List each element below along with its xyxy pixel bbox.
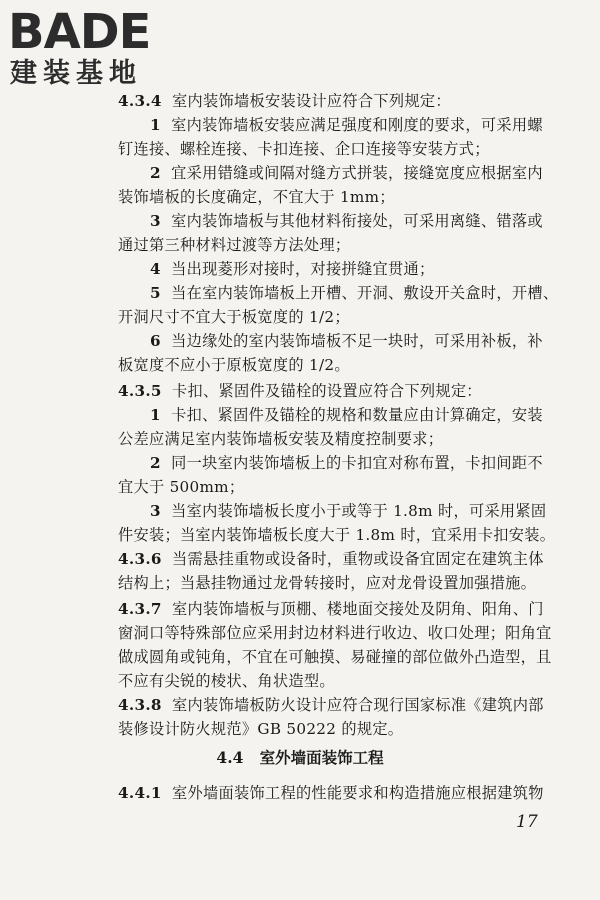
line-text: 不应有尖锐的棱状、角状造型。: [118, 672, 335, 690]
continuation-line: [118, 524, 556, 546]
line-text: 室内装饰墙板安装应满足强度和刚度的要求，可采用螺: [171, 116, 543, 134]
section-title: 室外墙面装饰工程: [259, 748, 384, 767]
continuation-line: [118, 354, 548, 376]
logo-subtitle: 建装基地: [10, 58, 142, 89]
item-number: 3: [150, 502, 161, 520]
list-item-line: [150, 500, 550, 522]
clause-line: [118, 782, 548, 804]
continuation-line: [118, 234, 548, 256]
line-text: 装饰墙板的长度确定，不宜大于 1mm；: [118, 188, 395, 206]
continuation-line: [118, 428, 548, 450]
continuation-line: [118, 186, 548, 208]
item-number: 1: [150, 406, 161, 424]
item-number: 2: [150, 454, 161, 472]
line-text: 宜大于 500mm；: [118, 478, 245, 496]
continuation-line: [118, 670, 548, 692]
line-text: 结构上；当悬挂物通过龙骨转接时，应对龙骨设置加强措施。: [118, 574, 537, 592]
line-text: 室内装饰墙板与顶棚、楼地面交接处及阴角、阳角、门: [172, 600, 544, 618]
line-text: 当边缘处的室内装饰墙板不足一块时，可采用补板，补: [171, 332, 543, 350]
item-number: 5: [150, 284, 161, 302]
continuation-line: [118, 622, 552, 644]
section-number: 4.4: [216, 748, 244, 767]
line-text: 件安装；当室内装饰墙板长度大于 1.8m 时，宜采用卡扣安装。: [118, 526, 556, 544]
clause-number: 4.3.4: [118, 92, 162, 110]
item-number: 1: [150, 116, 161, 134]
line-text: 公差应满足室内装饰墙板安装及精度控制要求；: [118, 430, 444, 448]
continuation-line: [118, 306, 548, 328]
item-number: 4: [150, 260, 161, 278]
clause-number: 4.3.5: [118, 382, 162, 400]
clause-line: [118, 380, 548, 402]
clause-line: [118, 548, 548, 570]
line-text: 做成圆角或钝角，不宜在可触摸、易碰撞的部位做外凸造型，且: [118, 648, 552, 666]
line-text: 钉连接、螺栓连接、卡扣连接、企口连接等安装方式；: [118, 140, 490, 158]
clause-text: 室外墙面装饰工程的性能要求和构造措施应根据建筑物: [172, 784, 544, 802]
line-text: 开洞尺寸不宜大于板宽度的 1/2；: [118, 308, 350, 326]
line-text: 当出现菱形对接时，对接拼缝宜贯通；: [171, 260, 435, 278]
list-item-line: [150, 282, 559, 304]
line-text: 窗洞口等特殊部位应采用封边材料进行收边、收口处理；阳角宜: [118, 624, 552, 642]
list-item-line: [150, 258, 550, 280]
line-text: 同一块室内装饰墙板上的卡扣宜对称布置，卡扣间距不: [171, 454, 543, 472]
item-number: 2: [150, 164, 161, 182]
line-text: 板宽度不应小于原板宽度的 1/2。: [118, 356, 350, 374]
clause-line: [118, 694, 548, 716]
logo-wordmark: BADE: [8, 4, 151, 60]
line-text: 室内装饰墙板防火设计应符合现行国家标准《建筑内部: [172, 696, 544, 714]
line-text: 通过第三种材料过渡等方法处理；: [118, 236, 351, 254]
list-item-line: [150, 114, 550, 136]
line-text: 装修设计防火规范》GB 50222 的规定。: [118, 720, 404, 738]
continuation-line: [118, 572, 548, 594]
list-item-line: [150, 404, 550, 426]
clause-line: [118, 90, 548, 112]
list-item-line: [150, 162, 550, 184]
line-text: 卡扣、紧固件及锚栓的设置应符合下列规定：: [172, 382, 482, 400]
clause-number: 4.3.8: [118, 696, 162, 714]
continuation-line: [118, 646, 552, 668]
list-item-line: [150, 452, 550, 474]
item-number: 6: [150, 332, 161, 350]
line-text: 室内装饰墙板安装设计应符合下列规定：: [172, 92, 451, 110]
clause-number: 4.3.6: [118, 550, 162, 568]
clause-number: 4.3.7: [118, 600, 162, 618]
list-item-line: [150, 210, 550, 232]
line-text: 当需悬挂重物或设备时，重物或设备宜固定在建筑主体: [172, 550, 544, 568]
line-text: 室内装饰墙板与其他材料衔接处，可采用离缝、错落或: [171, 212, 543, 230]
continuation-line: [118, 138, 548, 160]
clause-number: 4.4.1: [118, 784, 162, 802]
line-text: 当在室内装饰墙板上开槽、开洞、敷设开关盒时，开槽、: [171, 284, 559, 302]
line-text: 当室内装饰墙板长度小于或等于 1.8m 时，可采用紧固: [171, 502, 547, 520]
line-text: 卡扣、紧固件及锚栓的规格和数量应由计算确定，安装: [171, 406, 543, 424]
section-heading: [0, 746, 600, 768]
item-number: 3: [150, 212, 161, 230]
page-number: 17: [516, 812, 538, 832]
line-text: 宜采用错缝或间隔对缝方式拼装，接缝宽度应根据室内: [171, 164, 543, 182]
continuation-line: [118, 476, 548, 498]
continuation-line: [118, 718, 548, 740]
list-item-line: [150, 330, 550, 352]
clause-line: [118, 598, 548, 620]
